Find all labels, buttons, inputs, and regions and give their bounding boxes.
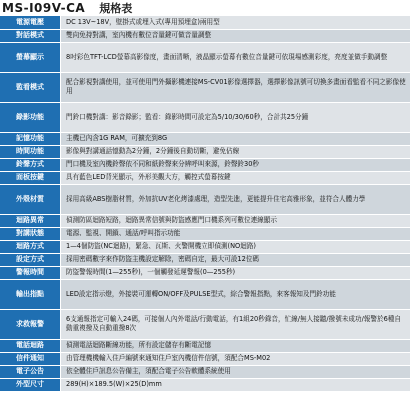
spec-value: 偵測電話迴路斷線功能，所有設定儲存有斷電記憶 [61,339,410,352]
spec-key: 電源電壓 [0,16,61,29]
spec-value: 依全體住戶訊息公告備主，須配合電子公告軟體系統使用 [61,365,410,378]
spec-key: 記憶功能 [0,132,61,145]
spec-value: 配合影視對講使用，並可使用門外攝影機連接MS-CV01影像選擇器，選擇影像訊號可切換多畫面看監看不同之影像使用 [61,72,410,102]
spec-row [0,227,410,240]
spec-key: 面板按鍵 [0,171,61,184]
spec-row [0,240,410,253]
spec-key: 迴路異常 [0,214,61,227]
spec-key: 設定方式 [0,253,61,266]
spec-row [0,279,410,309]
spec-value: 採用密碼數字來作防盜主機設定解除，密碼自定，最大可設12位碼 [61,253,410,266]
spec-key: 對話模式 [0,29,61,42]
spec-value: LED設定指示燈，外接裝可運轉ON/OFF及PULSE型式，綜合警報指點，來客報知及門鈴功能 [61,279,410,309]
spec-row [0,309,410,339]
spec-row [0,184,410,214]
spec-row [0,42,410,72]
spec-row [0,214,410,227]
spec-value: DC 13V~18V，壁掛式或埋入式(專用預埋盒)兩用型 [61,16,410,29]
spec-value: 主機已內含1G RAM，可擴充到8G [61,132,410,145]
spec-key: 電話迴路 [0,339,61,352]
spec-row [0,378,410,391]
spec-key: 時間功能 [0,145,61,158]
spec-key: 迴路方式 [0,240,61,253]
spec-key: 對講狀態 [0,227,61,240]
spec-key: 求救報警 [0,309,61,339]
spec-value: 289(H)×189.5(W)×25(D)mm [61,378,410,391]
spec-key: 螢幕顯示 [0,42,61,72]
spec-row [0,132,410,145]
spec-row [0,158,410,171]
model-number: MS-I09V-CA [2,1,86,15]
spec-key: 警報時間 [0,266,61,279]
spec-value: 門口機及室內機鈴聲依不同和紙鈴聲來分辨呼叫來源，鈴聲鈴30秒 [61,158,410,171]
spec-row [0,145,410,158]
spec-value: 由管理機機輸入住戶編號來通知住戶室內機信件信號，須配合MS-M02 [61,352,410,365]
spec-row [0,171,410,184]
spec-key: 輸出指點 [0,279,61,309]
spec-value: 1—4個防盜(NC迴路)，緊急、瓦斯、火警開機立即偵測(NO迴路) [61,240,410,253]
spec-key: 信件通知 [0,352,61,365]
spec-key: 錄影功能 [0,102,61,132]
spec-key: 監看模式 [0,72,61,102]
spec-value: 採用高級ABS樹脂材質，外加抗UV老化烤漆處理，造型先進，更能提升住宅高雅形象，並符合人體力學 [61,184,410,214]
spec-value: 門鈴口機對講：影音錄影；監看：錄影時間可設定為5/10/30/60秒，合計共25分鐘 [61,102,410,132]
spec-key: 外型尺寸 [0,378,61,391]
spec-row [0,339,410,352]
spec-value: 6支通報指定可輸入24碼，可接個人內外電話/行動電話，有1組20秒錄音，忙線/無人接聽/撥號未成功/報警於6種自動重複撥及自動重撥8次 [61,309,410,339]
spec-value: 具有藍色LED背光顯示，外形美觀大方，觸控式螢幕按鍵 [61,171,410,184]
spec-key: 外殼材質 [0,184,61,214]
spec-row [0,365,410,378]
spec-row [0,72,410,102]
spec-row [0,352,410,365]
spec-key: 電子公告 [0,365,61,378]
spec-key: 鈴聲方式 [0,158,61,171]
spec-row [0,102,410,132]
spec-row [0,29,410,42]
spec-value: 8吋彩色TFT-LCD螢幕高影像度，畫面清晰，液晶顯示螢幕有數位音量鍵可依現場感測彩度，亮度並做手動調整 [61,42,410,72]
spec-value: 雙向免持對講，室內機有數位音量鍵可做音量調整 [61,29,410,42]
spec-row [0,16,410,29]
title-row [0,0,410,16]
spec-sheet-label: 規格表 [99,2,133,15]
spec-row [0,253,410,266]
spec-row [0,266,410,279]
spec-table [0,16,410,392]
spec-value: 偵測防區迴路短路，迴路異常信號與防盜感應門口機系列可數位連線顯示 [61,214,410,227]
spec-value: 影像與對講通話憶動為2分鐘，2分鐘後自動切斷，避免佔線 [61,145,410,158]
spec-value: 防盜警報時間(1—255秒)，一個觸發延遲警報(0—255秒) [61,266,410,279]
spec-value: 電源、監視、開鎖、通話/呼叫指示功能 [61,227,410,240]
